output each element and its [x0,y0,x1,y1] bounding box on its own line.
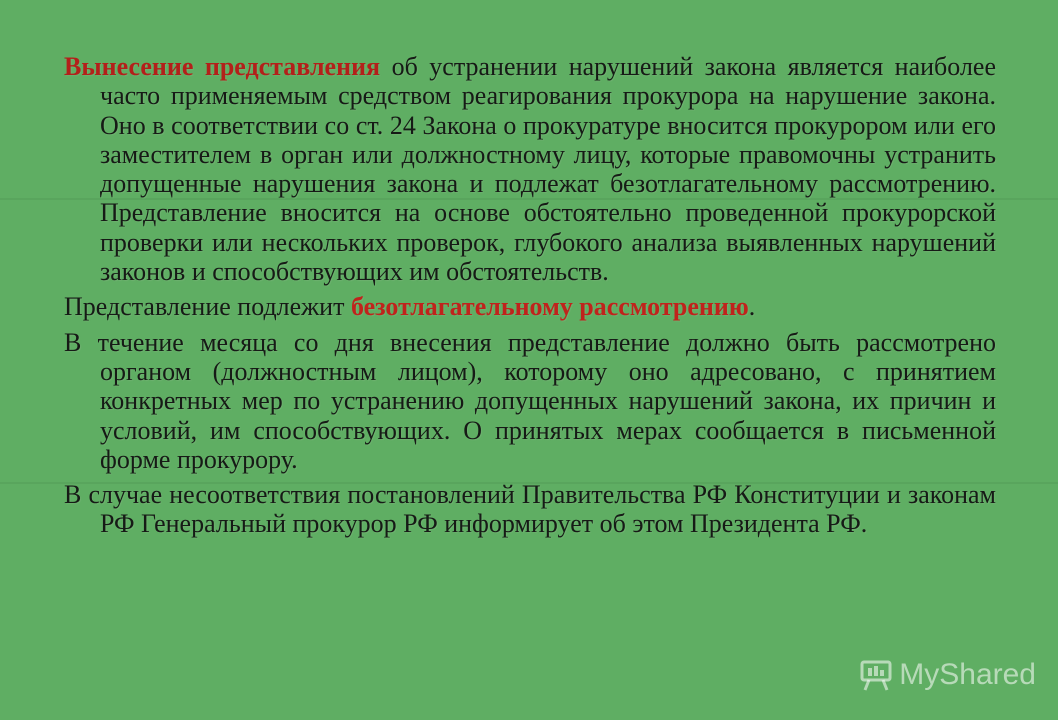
paragraph-3-text: В течение месяца со дня внесения представление должно быть рассмотрено органом (должностным лицом), которому оно адресовано, с принятием конкретных мер по устранению допущенных нарушений закона, их причин и условий, им способствующих. О принятых мерах сообщается в письменной форме прокурору. [64,327,996,474]
watermark-text: MyShared [899,658,1036,691]
paragraph-2-text-before: Представление подлежит [64,292,351,322]
paragraph-4-text: В случае несоответствия постановлений Правительства РФ Конституции и законам РФ Генеральный прокурор РФ информирует об этом Президента РФ. [64,480,996,539]
presentation-board-icon [859,658,893,692]
paragraph-4 [64,480,996,539]
paragraph-3 [64,328,996,474]
slide-content [64,52,996,545]
paragraph-1-text: об устранении нарушений закона является наиболее часто применяемым средством реагирования прокурора на нарушение закона. Оно в соответствии со ст. 24 Закона о прокуратуре вносится прокурором или его заместителем в орган или должностному лицу, которые правомочны устранить допущенные нарушения закона и подлежат безотлагательному рассмотрению. Представление вносится на основе обстоятельно проведенной прокурорской проверки или нескольких проверок, глубокого анализа выявленных нарушений законов и способствующих им обстоятельств. [100,52,996,287]
myshared-watermark [859,658,1036,692]
paragraph-2-emphasis: безотлагательному рассмотрению [350,292,749,322]
paragraph-2 [64,292,996,321]
paragraph-1-lead: Вынесение представления [64,52,381,81]
paragraph-2-text-after: . [748,292,756,322]
paragraph-1 [64,52,996,286]
